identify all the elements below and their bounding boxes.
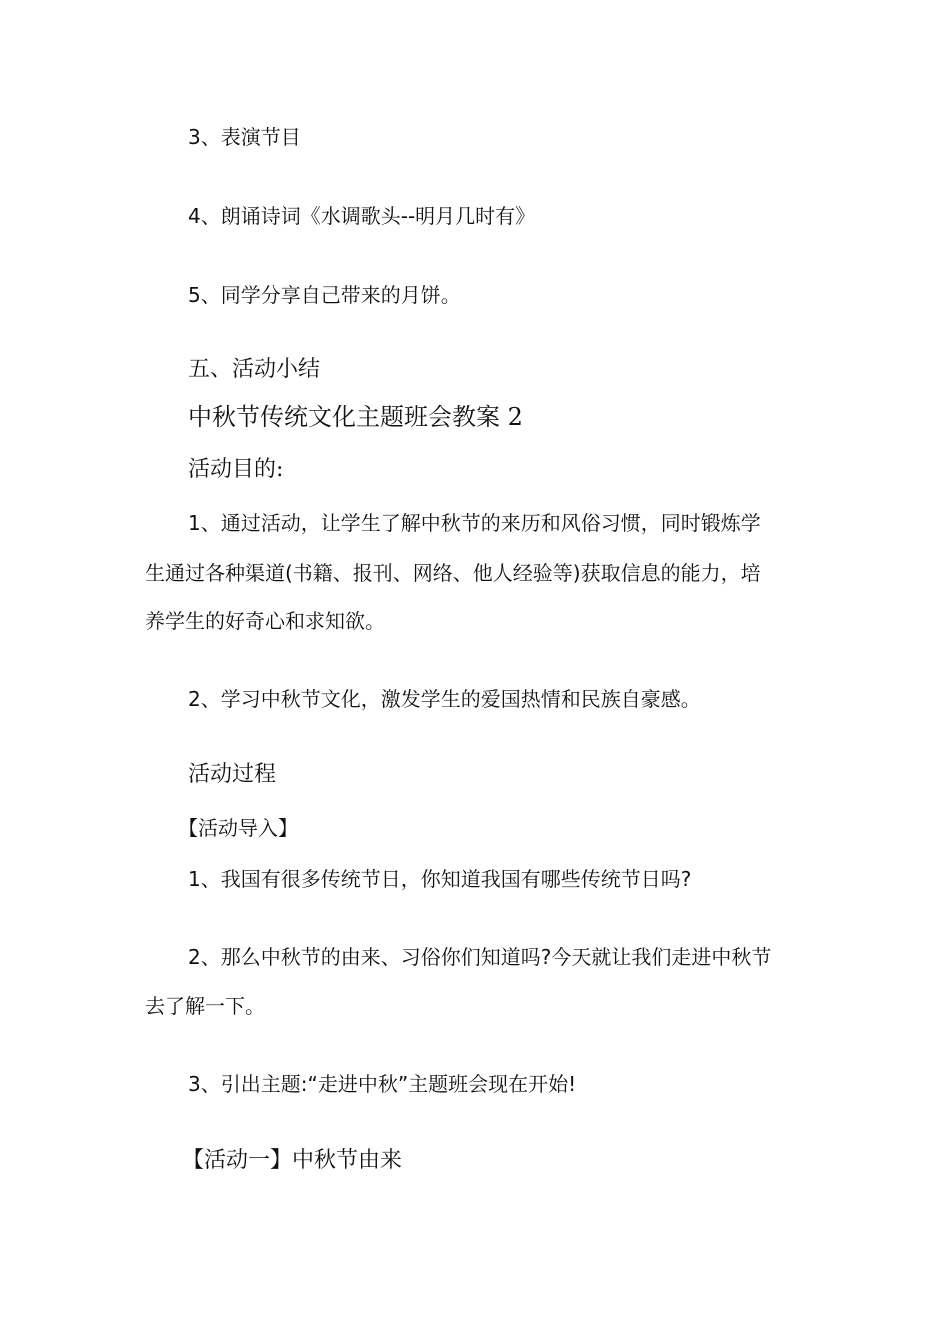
section-heading: 五、活动小结 (188, 357, 321, 382)
list-item: 3、表演节目 (188, 125, 301, 149)
paragraph-line: 1、通过活动，让学生了解中秋节的来历和风俗习惯，同时锻炼学 (188, 511, 761, 535)
process-heading: 活动过程 (188, 762, 277, 787)
paragraph-line: 3、引出主题:“走进中秋”主题班会现在开始! (188, 1072, 577, 1096)
paragraph-line: 2、学习中秋节文化，激发学生的爱国热情和民族自豪感。 (188, 687, 701, 711)
goal-heading: 活动目的: (188, 457, 284, 482)
paragraph-line: 养学生的好奇心和求知欲。 (145, 609, 385, 633)
paragraph-line: 1、我国有很多传统节日，你知道我国有哪些传统节日吗? (188, 867, 692, 891)
paragraph-line: 生通过各种渠道(书籍、报刊、网络、他人经验等)获取信息的能力，培 (145, 561, 761, 585)
page-title: 中秋节传统文化主题班会教案 2 (188, 403, 523, 431)
list-item: 5、同学分享自己带来的月饼。 (188, 283, 461, 307)
intro-heading: 【活动导入】 (178, 816, 298, 840)
activity-heading: 【活动一】中秋节由来 (182, 1148, 403, 1173)
paragraph-line: 去了解一下。 (145, 994, 265, 1018)
paragraph-line: 2、那么中秋节的由来、习俗你们知道吗?今天就让我们走进中秋节 (188, 945, 772, 969)
list-item: 4、朗诵诗词《水调歌头--明月几时有》 (188, 204, 536, 228)
